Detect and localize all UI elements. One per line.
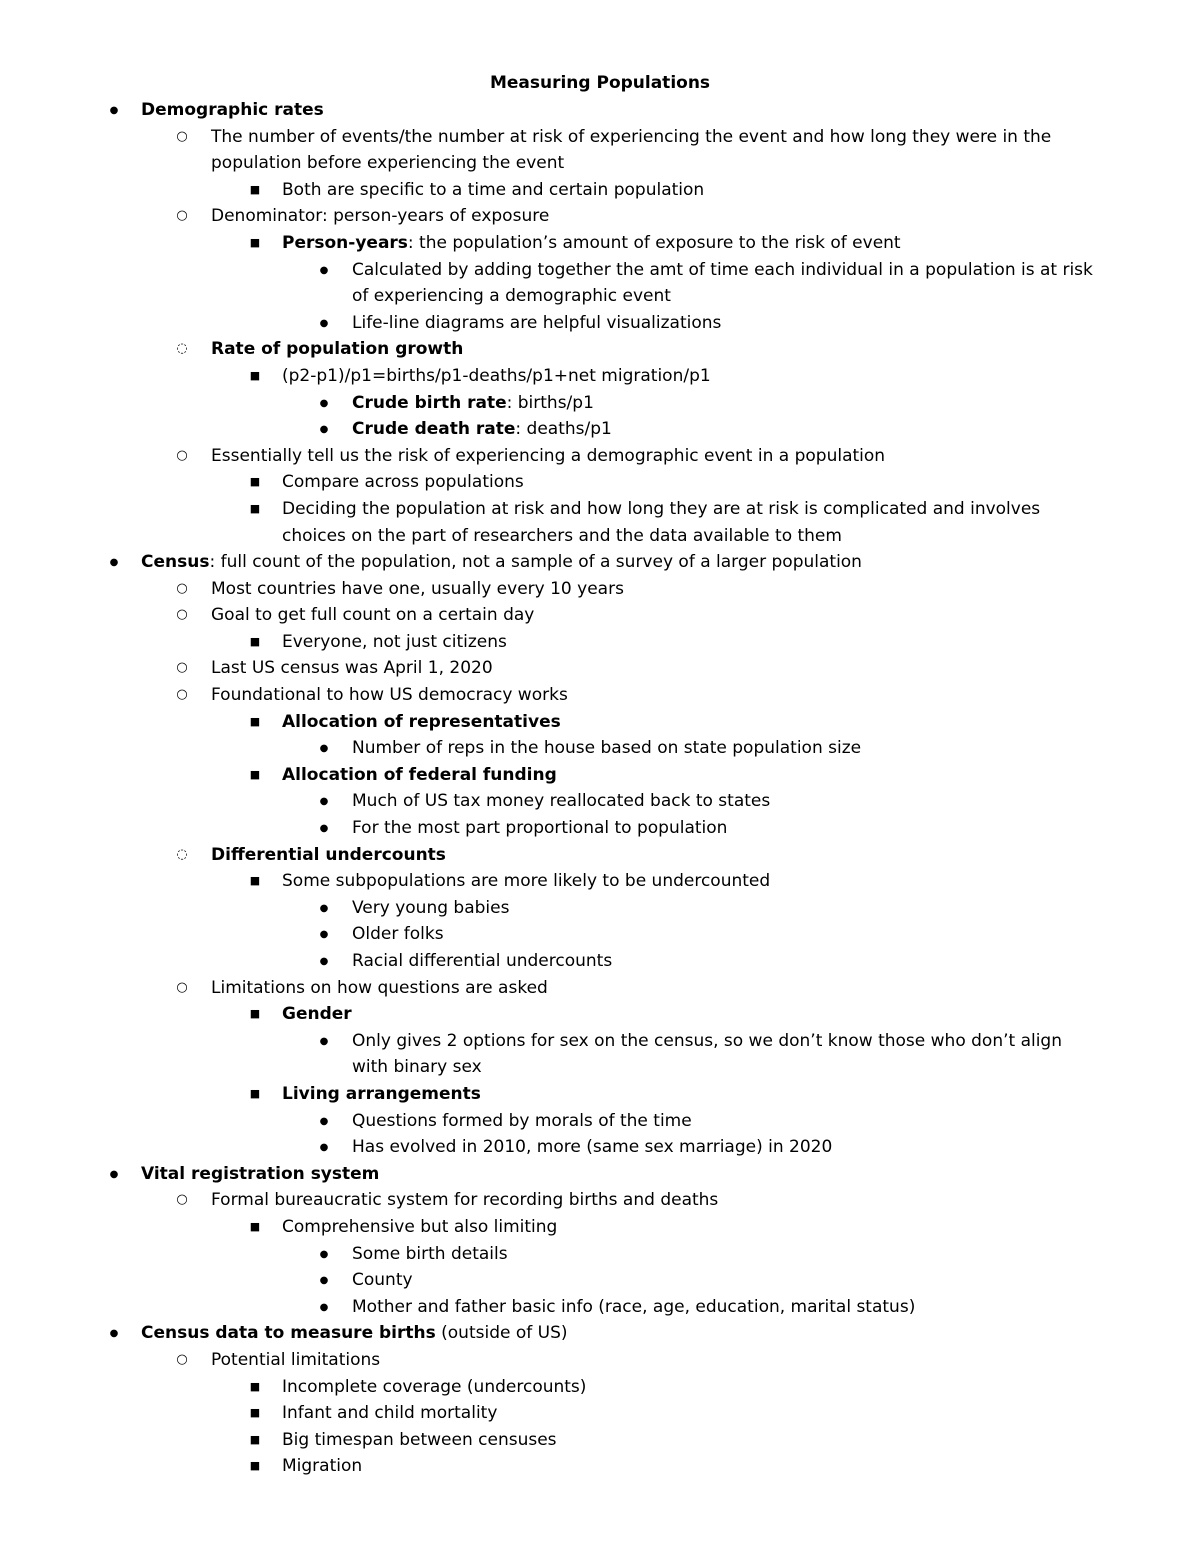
heading-text: Rate of population growth xyxy=(211,339,464,360)
item-text: Last US census was April 1, 2020 xyxy=(211,658,493,679)
heading-text: Differential undercounts xyxy=(211,844,446,865)
definition-text: (outside of US) xyxy=(435,1323,568,1344)
outline-item xyxy=(0,1214,1200,1241)
item-text: Potential limitations xyxy=(211,1349,381,1370)
square-bullet-icon xyxy=(245,177,265,204)
bullet-icon xyxy=(314,921,334,949)
outline-item xyxy=(0,1001,1200,1028)
item-text: The number of events/the number at risk of experiencing the event and how long they were in the xyxy=(211,126,1052,147)
term-text: Census data to measure births xyxy=(141,1323,436,1344)
item-text: population before experiencing the event xyxy=(211,153,565,174)
item-text: with binary sex xyxy=(352,1057,482,1078)
outline-item xyxy=(0,975,1200,1002)
item-text: Incomplete coverage (undercounts) xyxy=(282,1376,587,1397)
bullet-icon xyxy=(314,735,334,763)
bullet-icon xyxy=(314,1134,334,1162)
item-text: Some subpopulations are more likely to be undercounted xyxy=(282,871,771,892)
hollow-bullet-icon xyxy=(172,655,192,682)
outline-item xyxy=(0,177,1200,204)
hollow-bullet-icon xyxy=(172,443,192,470)
square-bullet-icon xyxy=(245,1400,265,1427)
square-bullet-icon xyxy=(245,1427,265,1454)
hollow-bullet-icon xyxy=(172,682,192,709)
hollow-bullet-icon xyxy=(172,203,192,230)
item-text: Both are specific to a time and certain population xyxy=(282,179,705,200)
outline-item xyxy=(0,948,1200,975)
definition-text: : the population’s amount of exposure to the risk of event xyxy=(407,232,901,253)
item-text: Has evolved in 2010, more (same sex marriage) in 2020 xyxy=(352,1137,833,1158)
outline-item xyxy=(0,1241,1200,1268)
bullet-icon xyxy=(104,1161,124,1189)
item-text: Infant and child mortality xyxy=(282,1403,498,1424)
outline-item xyxy=(0,788,1200,815)
item-text: Only gives 2 options for sex on the census, so we don’t know those who don’t align xyxy=(352,1030,1062,1051)
page-title: Measuring Populations xyxy=(489,73,711,93)
outline-item xyxy=(0,1374,1200,1401)
heading-text: Vital registration system xyxy=(141,1163,380,1184)
outline-item-continuation xyxy=(0,150,1200,177)
outline-item xyxy=(0,416,1200,443)
item-text: County xyxy=(352,1270,413,1291)
outline-item-continuation xyxy=(0,523,1200,550)
item-text: Some birth details xyxy=(352,1243,508,1264)
hollow-bullet-icon xyxy=(172,975,192,1002)
item-text: Compare across populations xyxy=(282,472,524,493)
bullet-icon xyxy=(314,1028,334,1056)
item-text: Denominator: person-years of exposure xyxy=(211,206,550,227)
bullet-icon xyxy=(104,97,124,125)
outline-item xyxy=(0,709,1200,736)
heading-text: Gender xyxy=(282,1004,352,1025)
bullet-icon xyxy=(314,815,334,843)
outline-item xyxy=(0,549,1200,576)
outline-item xyxy=(0,1347,1200,1374)
outline-item xyxy=(0,1427,1200,1454)
item-text: Most countries have one, usually every 10 years xyxy=(211,578,624,599)
item-text: Everyone, not just citizens xyxy=(282,631,507,652)
outline-item xyxy=(0,842,1200,869)
item-text: choices on the part of researchers and the data available to them xyxy=(282,525,842,546)
bullet-icon xyxy=(314,416,334,444)
item-text: Life-line diagrams are helpful visualizations xyxy=(352,312,722,333)
outline-item xyxy=(0,390,1200,417)
hollow-bullet-icon xyxy=(172,1347,192,1374)
outline-item xyxy=(0,895,1200,922)
bullet-icon xyxy=(104,549,124,577)
outline-item xyxy=(0,230,1200,257)
term-text: Census xyxy=(141,552,210,573)
outline-item xyxy=(0,1320,1200,1347)
definition-text: : births/p1 xyxy=(506,392,594,413)
outline-item xyxy=(0,1081,1200,1108)
definition-text: : deaths/p1 xyxy=(515,419,612,440)
item-text: (p2-p1)/p1=births/p1-deaths/p1+net migration/p1 xyxy=(282,365,711,386)
outline-item xyxy=(0,443,1200,470)
hollow-bullet-icon xyxy=(172,1187,192,1214)
bullet-icon xyxy=(314,1294,334,1322)
item-text: Limitations on how questions are asked xyxy=(211,977,548,998)
bullet-icon xyxy=(314,788,334,816)
term-text: Crude death rate xyxy=(352,419,516,440)
outline-item xyxy=(0,257,1200,284)
item-text: Migration xyxy=(282,1456,363,1477)
outline-item xyxy=(0,124,1200,151)
square-bullet-icon xyxy=(245,868,265,895)
heading-text: Living arrangements xyxy=(282,1083,481,1104)
outline-item xyxy=(0,1161,1200,1188)
heading-text: Allocation of federal funding xyxy=(282,764,557,785)
term-text: Crude birth rate xyxy=(352,392,507,413)
outline-item xyxy=(0,1453,1200,1480)
square-bullet-icon xyxy=(245,363,265,390)
square-bullet-icon xyxy=(245,1001,265,1028)
outline-item xyxy=(0,97,1200,124)
outline-item xyxy=(0,921,1200,948)
outline-item xyxy=(0,1267,1200,1294)
outline-item xyxy=(0,1400,1200,1427)
bullet-icon xyxy=(314,895,334,923)
bullet-icon xyxy=(104,1320,124,1348)
square-bullet-icon xyxy=(245,496,265,523)
square-bullet-icon xyxy=(245,1214,265,1241)
hollow-bullet-icon xyxy=(172,124,192,151)
square-bullet-icon xyxy=(245,762,265,789)
outline-item xyxy=(0,576,1200,603)
outline-item-continuation xyxy=(0,1054,1200,1081)
bullet-icon xyxy=(314,257,334,285)
item-text: Formal bureaucratic system for recording births and deaths xyxy=(211,1190,719,1211)
outline-item xyxy=(0,469,1200,496)
item-text: Older folks xyxy=(352,924,444,945)
outline-item xyxy=(0,629,1200,656)
item-text: Goal to get full count on a certain day xyxy=(211,605,535,626)
item-text: Very young babies xyxy=(352,897,510,918)
outline-item xyxy=(0,682,1200,709)
outline-item xyxy=(0,1187,1200,1214)
bullet-icon xyxy=(314,310,334,338)
outline-item xyxy=(0,1028,1200,1055)
bullet-icon xyxy=(314,1108,334,1136)
heading-text: Allocation of representatives xyxy=(282,711,561,732)
square-bullet-icon xyxy=(245,1374,265,1401)
item-text: Questions formed by morals of the time xyxy=(352,1110,692,1131)
item-text: For the most part proportional to population xyxy=(352,818,728,839)
outline-item xyxy=(0,336,1200,363)
item-text: Essentially tell us the risk of experiencing a demographic event in a population xyxy=(211,445,886,466)
hollow-bullet-icon xyxy=(172,576,192,603)
outline-item xyxy=(0,735,1200,762)
square-bullet-icon xyxy=(245,1453,265,1480)
item-text: Much of US tax money reallocated back to states xyxy=(352,791,771,812)
bullet-icon xyxy=(314,1241,334,1269)
item-text: Racial differential undercounts xyxy=(352,951,613,971)
item-text: Calculated by adding together the amt of time each individual in a population is at risk xyxy=(352,259,1093,280)
item-text: Number of reps in the house based on state population size xyxy=(352,738,862,759)
outline-item xyxy=(0,602,1200,629)
outline-item-continuation xyxy=(0,283,1200,310)
term-text: Person-years xyxy=(282,232,408,253)
definition-text: : full count of the population, not a sample of a survey of a larger population xyxy=(209,552,862,573)
outline-item xyxy=(0,310,1200,337)
hollow-bullet-icon xyxy=(172,602,192,629)
outline-item xyxy=(0,868,1200,895)
item-text: Big timespan between censuses xyxy=(282,1429,557,1450)
item-text: of experiencing a demographic event xyxy=(352,286,671,307)
item-text: Foundational to how US democracy works xyxy=(211,685,568,706)
item-text: Comprehensive but also limiting xyxy=(282,1216,558,1237)
item-text: Mother and father basic info (race, age, education, marital status) xyxy=(352,1296,916,1317)
square-bullet-icon xyxy=(245,629,265,656)
heading-text: Demographic rates xyxy=(141,100,324,120)
outline-item xyxy=(0,762,1200,789)
square-bullet-icon xyxy=(245,709,265,736)
outline-item xyxy=(0,1134,1200,1161)
outline-item xyxy=(0,655,1200,682)
square-bullet-icon xyxy=(245,1081,265,1108)
bullet-icon xyxy=(314,1267,334,1295)
outline-item xyxy=(0,1108,1200,1135)
outline-item xyxy=(0,815,1200,842)
outline-item xyxy=(0,1294,1200,1321)
bullet-icon xyxy=(314,390,334,418)
dotted-circle-bullet-icon xyxy=(172,336,192,363)
outline-item xyxy=(0,203,1200,230)
dotted-circle-bullet-icon xyxy=(172,842,192,869)
outline-item xyxy=(0,496,1200,523)
outline-item xyxy=(0,363,1200,390)
notes-outline xyxy=(0,97,1200,1480)
square-bullet-icon xyxy=(245,230,265,257)
square-bullet-icon xyxy=(245,469,265,496)
item-text: Deciding the population at risk and how long they are at risk is complicated and involves xyxy=(282,498,1041,519)
bullet-icon xyxy=(314,948,334,976)
